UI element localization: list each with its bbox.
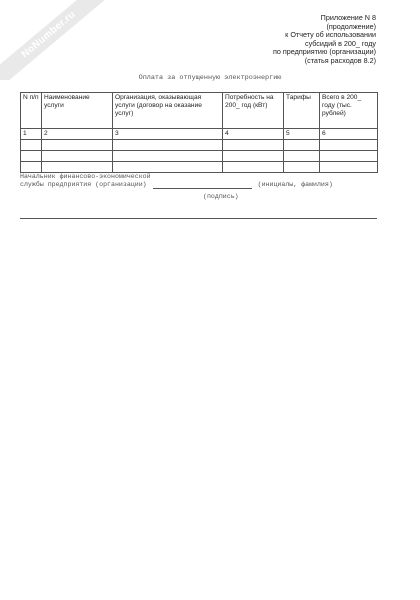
appendix-line: (продолжение): [326, 21, 376, 31]
table-cell: [223, 139, 284, 150]
column-number: 6: [320, 129, 378, 140]
header-service-name: Наименование услуги: [42, 93, 113, 129]
column-number: 3: [113, 129, 223, 140]
appendix-line: Приложение N 8: [320, 13, 376, 22]
signoff-position-line2: [20, 181, 333, 189]
table-cell: [21, 139, 42, 150]
column-number-row: [21, 129, 378, 140]
signoff-block: [20, 173, 333, 189]
signoff-position-line1: Начальник финансово-экономической: [20, 173, 151, 180]
appendix-line: субсидий в 200_ году: [304, 38, 376, 48]
table-header-row: [21, 93, 378, 129]
bottom-divider: [20, 218, 377, 219]
table-cell: [113, 161, 223, 172]
table-cell: [223, 150, 284, 161]
table-cell: [223, 161, 284, 172]
signature-caption: (подпись): [203, 193, 239, 200]
column-number: 2: [42, 129, 113, 140]
signature-line: [153, 181, 252, 189]
header-tariffs: Тарифы: [284, 93, 320, 129]
table-cell: [21, 161, 42, 172]
table-cell: [42, 150, 113, 161]
table-row: [21, 150, 378, 161]
table-cell: [113, 139, 223, 150]
header-number: N п/п: [21, 93, 42, 129]
appendix-line: (статья расходов 8.2): [304, 55, 376, 65]
table-cell: [42, 139, 113, 150]
appendix-heading: [176, 14, 376, 66]
table-cell: [284, 150, 320, 161]
header-provider: Организация, оказывающая услуги (договор на оказание услуг): [113, 93, 223, 129]
table-row: [21, 161, 378, 172]
table-cell: [21, 150, 42, 161]
table-cell: [320, 139, 378, 150]
header-total: Всего в 200_ году (тыс. рублей): [320, 93, 378, 129]
table-cell: [42, 161, 113, 172]
document-title: Оплата за отпущенную электроэнергию: [138, 74, 282, 82]
appendix-line: по предприятию (организации): [273, 47, 376, 57]
table-cell: [284, 161, 320, 172]
watermark-text: NoNumber.ru: [0, 0, 114, 80]
watermark: [0, 0, 114, 80]
electricity-payment-table: [20, 92, 378, 173]
table-row: [21, 139, 378, 150]
table-cell: [113, 150, 223, 161]
header-demand: Потребность на 200_ год (кВт): [223, 93, 284, 129]
table-cell: [320, 150, 378, 161]
signoff-department: службы предприятия (организации): [20, 181, 147, 188]
appendix-line: к Отчету об использовании: [285, 30, 376, 40]
signoff-initials-label: (инициалы, фамилия): [257, 181, 333, 188]
column-number: 1: [21, 129, 42, 140]
column-number: 5: [284, 129, 320, 140]
table-cell: [284, 139, 320, 150]
table-cell: [320, 161, 378, 172]
column-number: 4: [223, 129, 284, 140]
